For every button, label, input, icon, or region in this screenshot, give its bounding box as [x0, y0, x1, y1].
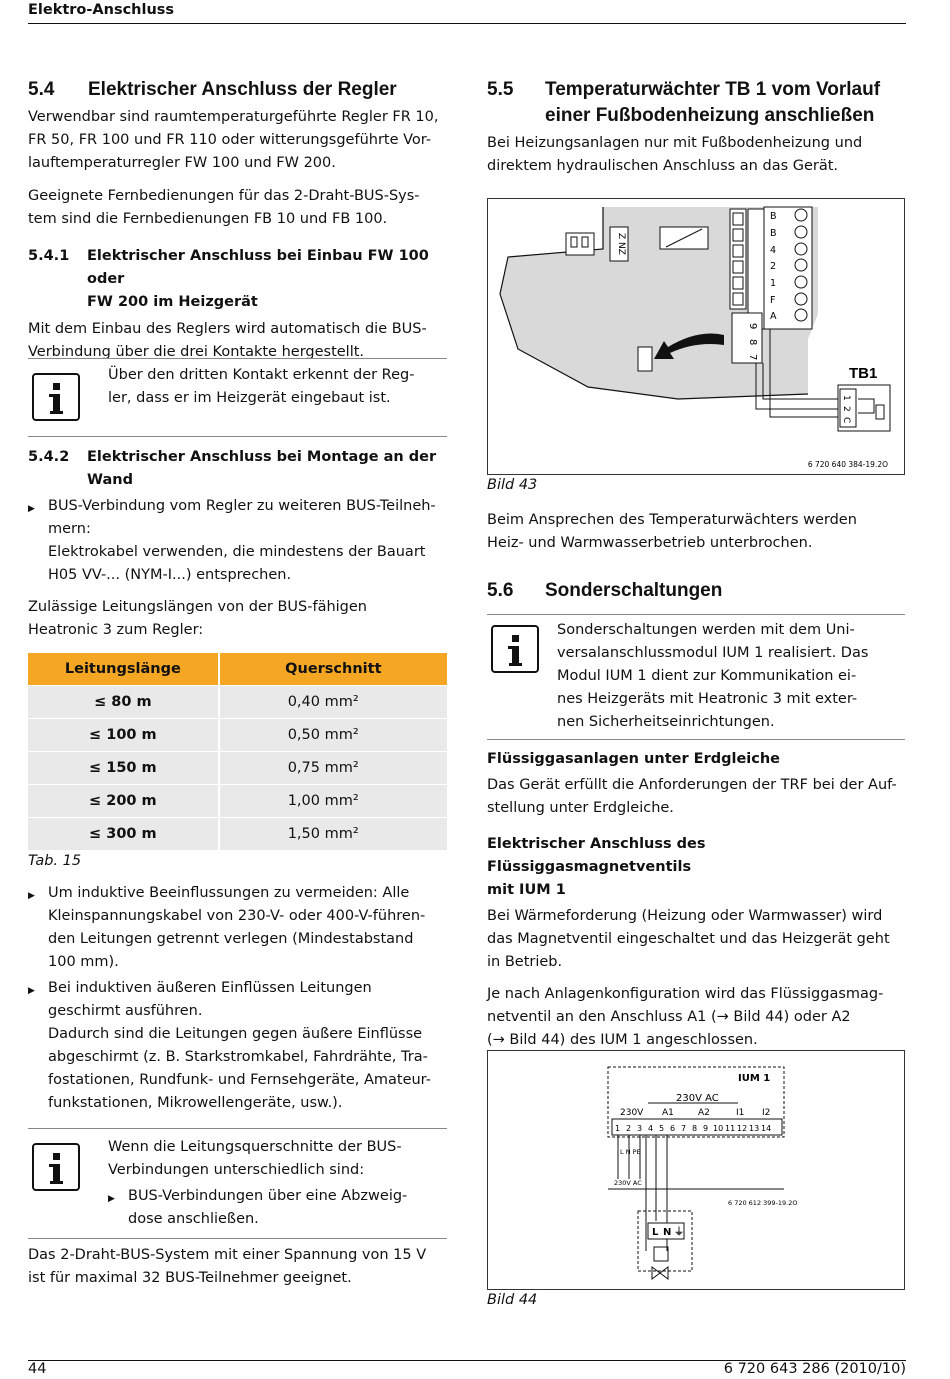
table-header-row: [28, 653, 447, 685]
heading-fluessiggas: Flüssiggasanlagen unter Erdgleiche: [487, 751, 781, 767]
svg-text:1: 1: [841, 395, 851, 401]
tb1-label: TB1: [849, 365, 878, 382]
bullet-icon: ▶: [28, 504, 35, 514]
figure-44-diagram: [488, 1051, 904, 1289]
section-5-4-2-heading: 5.4.2 Elektrischer Anschluss bei Montage an der Wand: [28, 449, 437, 488]
svg-text:I1: I1: [736, 1108, 745, 1118]
info-note-3: [487, 614, 905, 740]
section-5-6-heading: 5.6 Sonderschaltungen: [487, 580, 723, 601]
section-5-4-para-1: Verwendbar sind raumtemperaturgeführte Regler FR 10, FR 50, FR 100 und FR 110 oder witterungsgeführte Vor- lauftemperaturregler FW 100 und FW 200.: [28, 109, 439, 171]
table-row: ≤ 300 m 1,50 mm²: [28, 817, 447, 850]
svg-text:10: 10: [713, 1124, 724, 1133]
info-note-1: [28, 358, 447, 437]
section-5-5-para: Bei Heizungsanlagen nur mit Fußbodenheizung und direktem hydraulischen Anschluss an das Gerät.: [487, 135, 863, 174]
svg-text:5: 5: [659, 1124, 665, 1133]
info-note-1-text: Über den dritten Kontakt erkennt der Reg- ler, dass er im Heizgerät eingebaut ist.: [108, 367, 415, 406]
svg-text:2: 2: [841, 406, 851, 412]
svg-text:13: 13: [749, 1124, 760, 1133]
svg-text:2: 2: [626, 1124, 632, 1133]
svg-text:B: B: [770, 228, 777, 239]
svg-text:3: 3: [637, 1124, 643, 1133]
figure-44-code: 6 720 612 399-19.2O: [728, 1199, 798, 1207]
figure-44-caption: Bild 44: [487, 1292, 538, 1308]
svg-text:11: 11: [725, 1124, 736, 1133]
section-5-4: [28, 77, 448, 231]
side-terminal-labels: [747, 323, 758, 360]
bullet-icon: ▶: [28, 891, 35, 901]
svg-text:4: 4: [648, 1124, 654, 1133]
svg-text:I2: I2: [762, 1108, 771, 1118]
bullet-icon: ▶: [108, 1194, 115, 1204]
section-5-5-heading: 5.5 Temperaturwächter TB 1 vom Vorlauf einer Fußbodenheizung anschließen: [487, 79, 881, 126]
table-row: ≤ 100 m 0,50 mm²: [28, 718, 447, 751]
section-5-4-heading: 5.4 Elektrischer Anschluss der Regler: [28, 79, 397, 100]
bullet-icon: ▶: [28, 986, 35, 996]
bullet-bus-connection: ▶ BUS-Verbindung vom Regler zu weiteren BUS-Teilneh- mern: Elektrokabel verwenden, die mindestens der Bauart H05 VV-... (NYM-I...) entsprechen.: [28, 495, 448, 587]
svg-text:N: N: [663, 1227, 672, 1238]
section-5-4-2: [28, 446, 448, 642]
valve-terminals: [652, 1226, 684, 1238]
table-row: ≤ 150 m 0,75 mm²: [28, 751, 447, 784]
svg-text:A: A: [770, 311, 777, 322]
lnpe-label: L N PE: [620, 1148, 641, 1156]
info-note-3-text: Sonderschaltungen werden mit dem Uni- versalanschlussmodul IUM 1 realisiert. Das Modul IUM 1 dient zur Kommunikation ei- nes Heizgeräts mit Heatronic 3 mit exter- nen Sicherheitseinrichtungen.: [557, 622, 869, 730]
table-row: ≤ 80 m 0,40 mm²: [28, 685, 447, 718]
svg-text:2: 2: [770, 261, 777, 272]
svg-text:1: 1: [770, 278, 777, 289]
svg-text:12: 12: [737, 1124, 748, 1133]
cable-length-table: [28, 653, 447, 850]
svg-text:7: 7: [681, 1124, 687, 1133]
table-caption: Tab. 15: [28, 853, 82, 869]
svg-text:1: 1: [615, 1124, 621, 1133]
section-5-4-2-para: Zulässige Leitungslängen von der BUS-fähigen Heatronic 3 zum Regler:: [28, 599, 368, 638]
section-5-5-para-2: Beim Ansprechen des Temperaturwächters werden Heiz- und Warmwasserbetrieb unterbrochen.: [487, 512, 857, 551]
table-row: ≤ 200 m 1,00 mm²: [28, 784, 447, 817]
svg-text:L: L: [652, 1227, 659, 1238]
figure-44: [487, 1050, 905, 1290]
bullet-inductive: ▶ Um induktive Beeinflussungen zu vermeiden: Alle Kleinspannungskabel von 230-V- oder 400-V-führen- den Leitungen getrennt verlegen (Mindestabstand 100 mm).: [28, 882, 448, 974]
svg-text:A2: A2: [698, 1108, 710, 1118]
svg-text:4: 4: [770, 245, 777, 256]
ac2-label: 230V AC: [614, 1179, 642, 1187]
ium-label: IUM 1: [738, 1073, 771, 1084]
final-paragraph: Das 2-Draht-BUS-System mit einer Spannung von 15 V ist für maximal 32 BUS-Teilnehmer geeignet.: [28, 1247, 427, 1286]
svg-text:A1: A1: [662, 1108, 674, 1118]
svg-text:C: C: [841, 417, 851, 424]
document-number: 6 720 643 286 (2010/10): [723, 1361, 906, 1377]
para-anlagenkonfiguration: Je nach Anlagenkonfiguration wird das Flüssiggasmag- netventil an den Anschluss A1 (→ Bild 44) oder A2 (→ Bild 44) des IUM 1 angeschlossen.: [487, 986, 884, 1048]
heading-magnetventil: Elektrischer Anschluss des Flüssiggasmagnetventils mit IUM 1: [487, 836, 706, 898]
svg-text:F: F: [770, 295, 776, 306]
svg-text:⏚: ⏚: [674, 1227, 684, 1238]
bullet-shielded: ▶ Bei induktiven äußeren Einflüssen Leitungen geschirmt ausführen. Dadurch sind die Leitungen gegen äußere Einflüsse abgeschirmt (z. B. Starkstromkabel, Fahrdrähte, Tra- fostationen, Rundfunk- und Fernsehgeräte, Amateur- funkstationen, Mikrowellengeräte, usw.).: [28, 977, 448, 1115]
svg-text:8: 8: [692, 1124, 698, 1133]
info-icon: [487, 615, 557, 739]
svg-text:B: B: [770, 211, 777, 222]
page-number: 44: [28, 1361, 47, 1377]
info-icon: [28, 359, 108, 436]
svg-text:9: 9: [747, 323, 758, 330]
svg-text:14: 14: [761, 1124, 772, 1133]
section-5-5: [487, 77, 907, 178]
section-5-4-1-para: Mit dem Einbau des Reglers wird automatisch die BUS- Verbindung über die drei Kontakte hergestellt.: [28, 321, 427, 360]
svg-text:230V: 230V: [620, 1108, 644, 1118]
zz-label: Z NZ: [616, 233, 626, 255]
figure-43-caption: Bild 43: [487, 477, 538, 493]
para-fluessiggas: Das Gerät erfüllt die Anforderungen der TRF bei der Auf- stellung unter Erdgleiche.: [487, 777, 897, 816]
para-waermeforderung: Bei Wärmeforderung (Heizung oder Warmwasser) wird das Magnetventil eingeschaltet und das Heizgerät geht in Betrieb.: [487, 908, 890, 970]
section-5-4-1: [28, 245, 448, 364]
section-5-4-para-2: Geeignete Fernbedienungen für das 2-Draht-BUS-Sys- tem sind die Fernbedienungen FB 10 und FB 100.: [28, 188, 420, 227]
figure-43: [487, 198, 905, 475]
info-note-2: [28, 1128, 447, 1239]
info-note-2-text: Wenn die Leitungsquerschnitte der BUS- Verbindungen unterschiedlich sind: ▶ BUS-Verbindungen über eine Abzweig- dose anschließen.: [108, 1129, 438, 1238]
table-header: Leitungslänge: [28, 653, 219, 685]
after-table-bullets: [28, 882, 448, 1115]
svg-text:6: 6: [670, 1124, 676, 1133]
svg-text:7: 7: [747, 354, 758, 361]
figure-43-code: 6 720 640 384-19.2O: [807, 460, 888, 469]
svg-text:8: 8: [747, 339, 758, 346]
section-5-4-1-heading: 5.4.1 Elektrischer Anschluss bei Einbau FW 100 oder FW 200 im Heizgerät: [28, 248, 429, 310]
group-labels: [620, 1108, 770, 1118]
header-rule: [28, 23, 906, 24]
table-header: Querschnitt: [219, 653, 447, 685]
running-header: Elektro-Anschluss: [28, 2, 175, 18]
svg-text:9: 9: [703, 1124, 709, 1133]
figure-43-diagram: [488, 199, 904, 474]
section-5-6-content: [487, 748, 907, 1052]
ac-label: 230V AC: [676, 1093, 719, 1104]
info-icon: [28, 1129, 108, 1238]
